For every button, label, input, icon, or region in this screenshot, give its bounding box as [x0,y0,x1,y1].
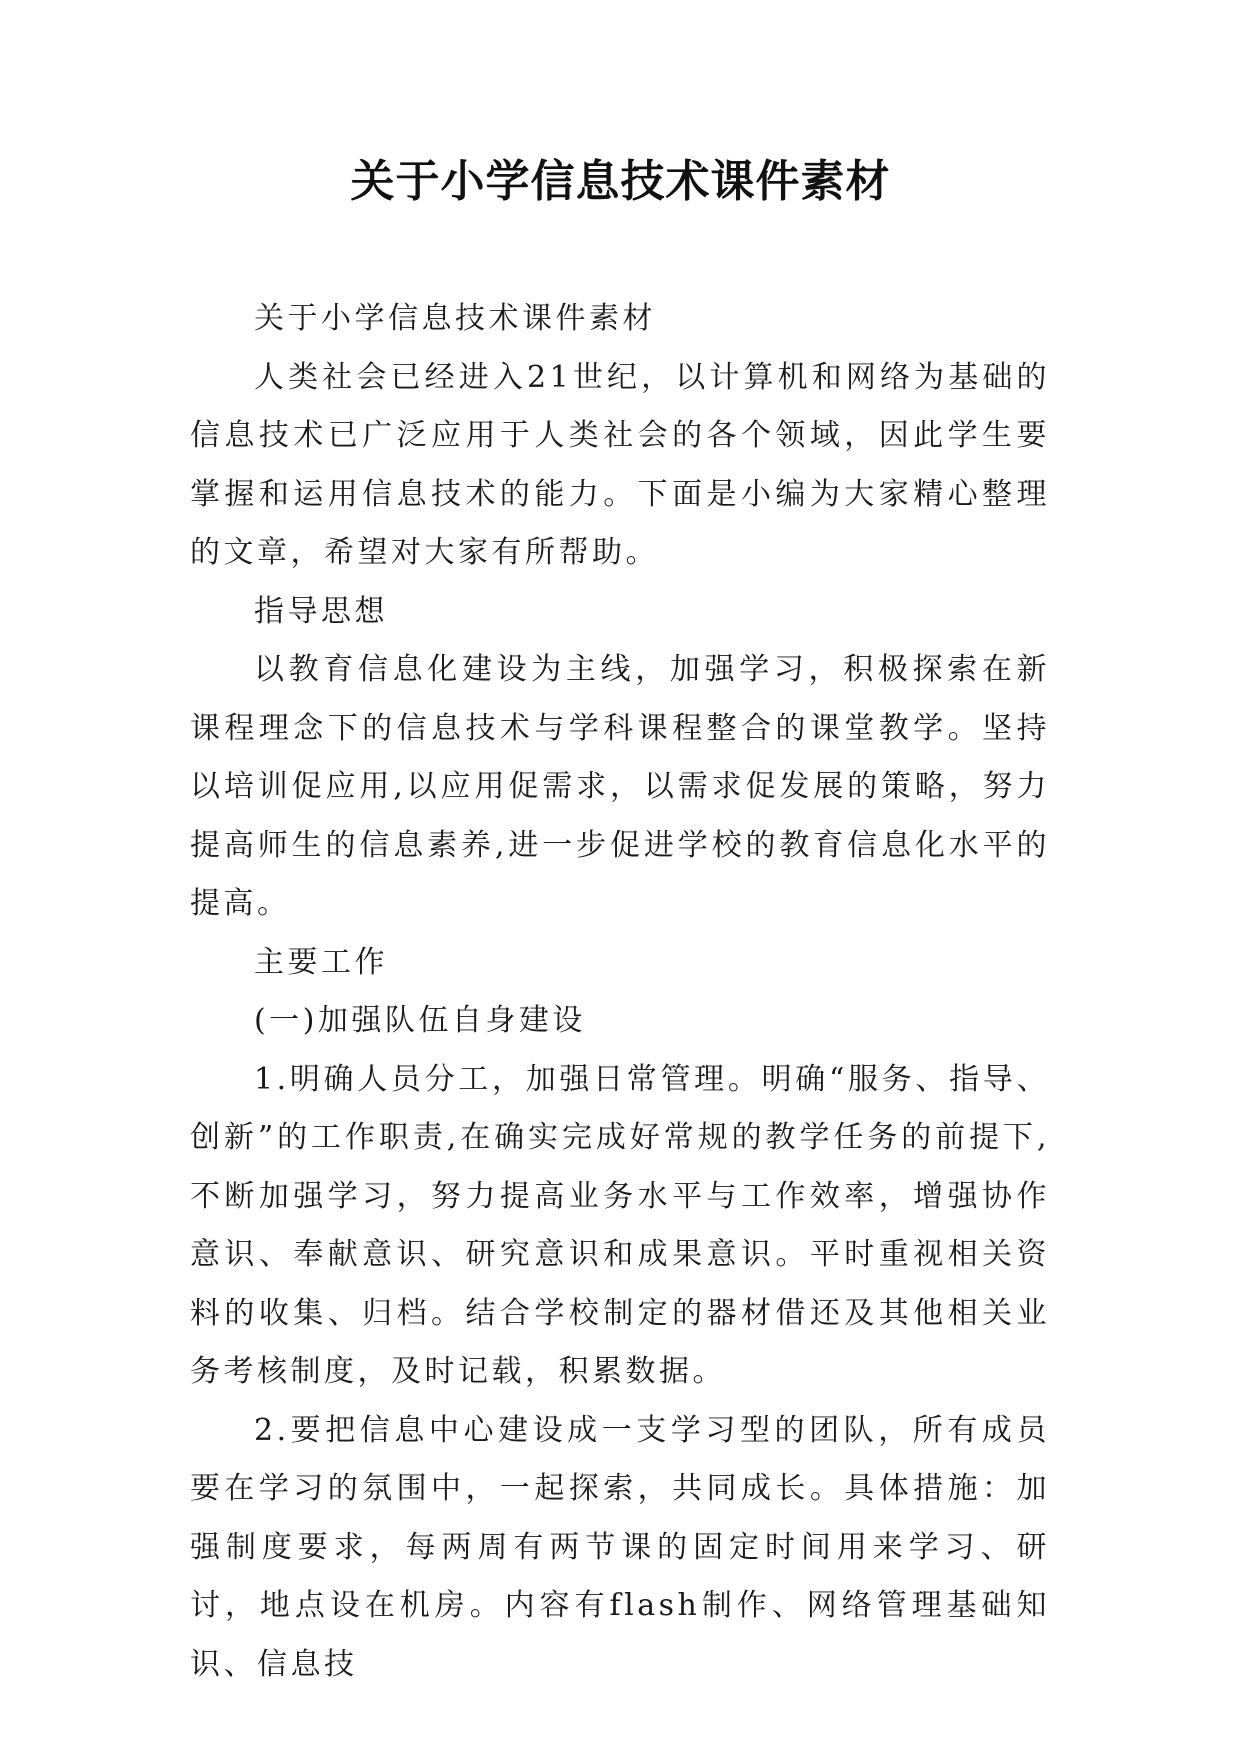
paragraph-item-2: 2.要把信息中心建设成一支学习型的团队，所有成员要在学习的氛围中，一起探索，共同成长。具体措施：加强制度要求，每两周有两节课的固定时间用来学习、研讨，地点设在机房。内容有flash制作、网络管理基础知识、信息技 [190,1412,1050,1682]
heading-main-work: 主要工作 [254,944,388,980]
paragraph-guiding-thought: 以教育信息化建设为主线，加强学习，积极探索在新课程理念下的信息技术与学科课程整合的课堂教学。坚持以培训促应用,以应用促需求，以需求促发展的策略，努力提高师生的信息素养,进一步促进学校的教育信息化水平的提高。 [190,652,1050,921]
paragraph-intro: 人类社会已经进入21世纪，以计算机和网络为基础的信息技术已广泛应用于人类社会的各个领域，因此学生要掌握和运用信息技术的能力。下面是小编为大家精心整理的文章，希望对大家有所帮助。 [190,359,1050,570]
document-body [190,290,1050,1694]
heading-guiding-thought: 指导思想 [254,593,388,629]
heading-team-building: (一)加强队伍自身建设 [254,1003,586,1038]
paragraph-subtitle: 关于小学信息技术课件素材 [254,301,656,336]
paragraph-item-1: 1.明确人员分工，加强日常管理。明确“服务、指导、创新”的工作职责,在确实完成好常规的教学任务的前提下,不断加强学习，努力提高业务水平与工作效率，增强协作意识、奉献意识、研究意识和成果意识。平时重视相关资料的收集、归档。结合学校制定的器材借还及其他相关业务考核制度，及时记载，积累数据。 [190,1061,1050,1389]
document-title: 关于小学信息技术课件素材 [350,156,891,207]
